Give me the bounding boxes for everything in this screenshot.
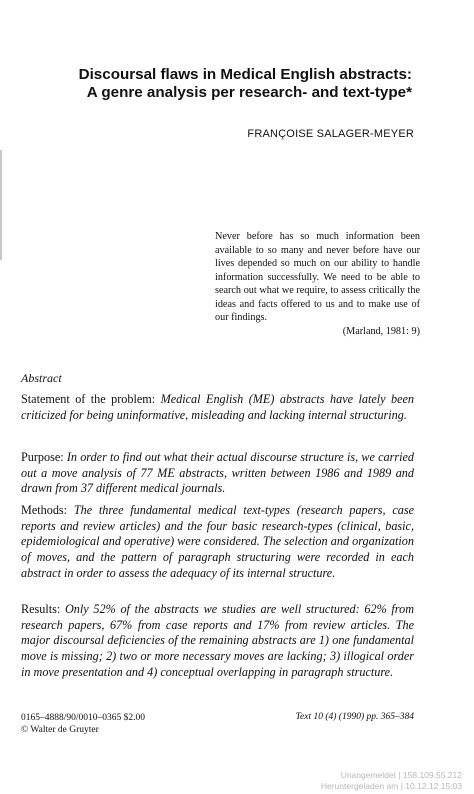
author-name: FRANÇOISE SALAGER-MEYER — [247, 128, 414, 140]
abstract-paragraph-results — [21, 602, 414, 681]
epigraph-line: available to so many and never before have — [215, 244, 403, 256]
article-title — [40, 66, 412, 102]
epigraph-line: to be able to search out what we require, to — [215, 271, 420, 296]
footer-publisher-info — [21, 712, 145, 736]
paragraph-label: Methods: — [21, 503, 74, 517]
journal-citation: Text 10 (4) (1990) pp. 365–384 — [295, 712, 414, 722]
page-edge-mark — [0, 150, 2, 260]
abstract-heading: Abstract — [21, 371, 62, 385]
epigraph-line: to us and to make use of our findings. — [215, 298, 420, 323]
paragraph-text: The three fundamental medical text-types (research papers, case reports and review articles) and the four basic research-types (clinical, basic, epidemiological and operative) were considered. The selection and organization of moves, and the pattern of paragraph structuring were recorded in each abstract in order to assess the adequacy of its internal structure. — [21, 503, 415, 580]
paragraph-label: Results: — [21, 602, 65, 616]
watermark-line-2: Heruntergeladen am | 10.12.12 15:03 — [320, 780, 462, 791]
epigraph-quote — [215, 230, 420, 338]
download-watermark — [321, 770, 462, 791]
copyright-notice: © Walter de Gruyter — [21, 725, 99, 735]
title-line-2: A genre analysis per research- and text-type* — [86, 84, 412, 101]
abstract-paragraph-purpose — [21, 450, 414, 497]
paragraph-label: Statement of the problem: — [21, 392, 161, 406]
epigraph-citation: (Marland, 1981: 9) — [342, 325, 420, 337]
watermark-line-1: Unangemeldet | 158.109.55.212 — [340, 770, 462, 780]
issn-code: 0165–4888/90/0010–0365 $2.00 — [21, 713, 146, 723]
paragraph-label: Purpose: — [21, 450, 67, 464]
epigraph-line: Never before has so much information been — [215, 231, 420, 242]
title-line-1: Discoursal flaws in Medical English abstracts: — [78, 66, 412, 83]
abstract-paragraph-problem — [21, 392, 414, 423]
abstract-paragraph-methods — [21, 503, 414, 582]
paragraph-text: In order to find out what their actual discourse structure is, we carried out a move analysis of 77 ME abstracts, written between 1986 and 1989 and drawn from 37 different medical journals. — [21, 450, 415, 496]
paragraph-text: Medical English (ME) abstracts have lately been criticized for being uninformative, misleading and lacking internal structuring. — [21, 392, 414, 422]
paragraph-text: Only 52% of the abstracts we studies are well structured: 62% from research papers, 67% from case reports and 17% from review articles. The major discoursal deficiencies of the remaining abstracts are 1) one fundamental move is missing; 2) two or more necessary moves are lacking; 3) illogical order in move presentation and 4) conceptual overlapping in paragraph structure. — [21, 602, 414, 679]
epigraph-line: assess critically the ideas and facts offered — [215, 285, 420, 310]
epigraph-line: our lives depended so much on our ability — [215, 244, 420, 269]
epigraph-line: to handle information successfully. We need — [215, 258, 421, 283]
